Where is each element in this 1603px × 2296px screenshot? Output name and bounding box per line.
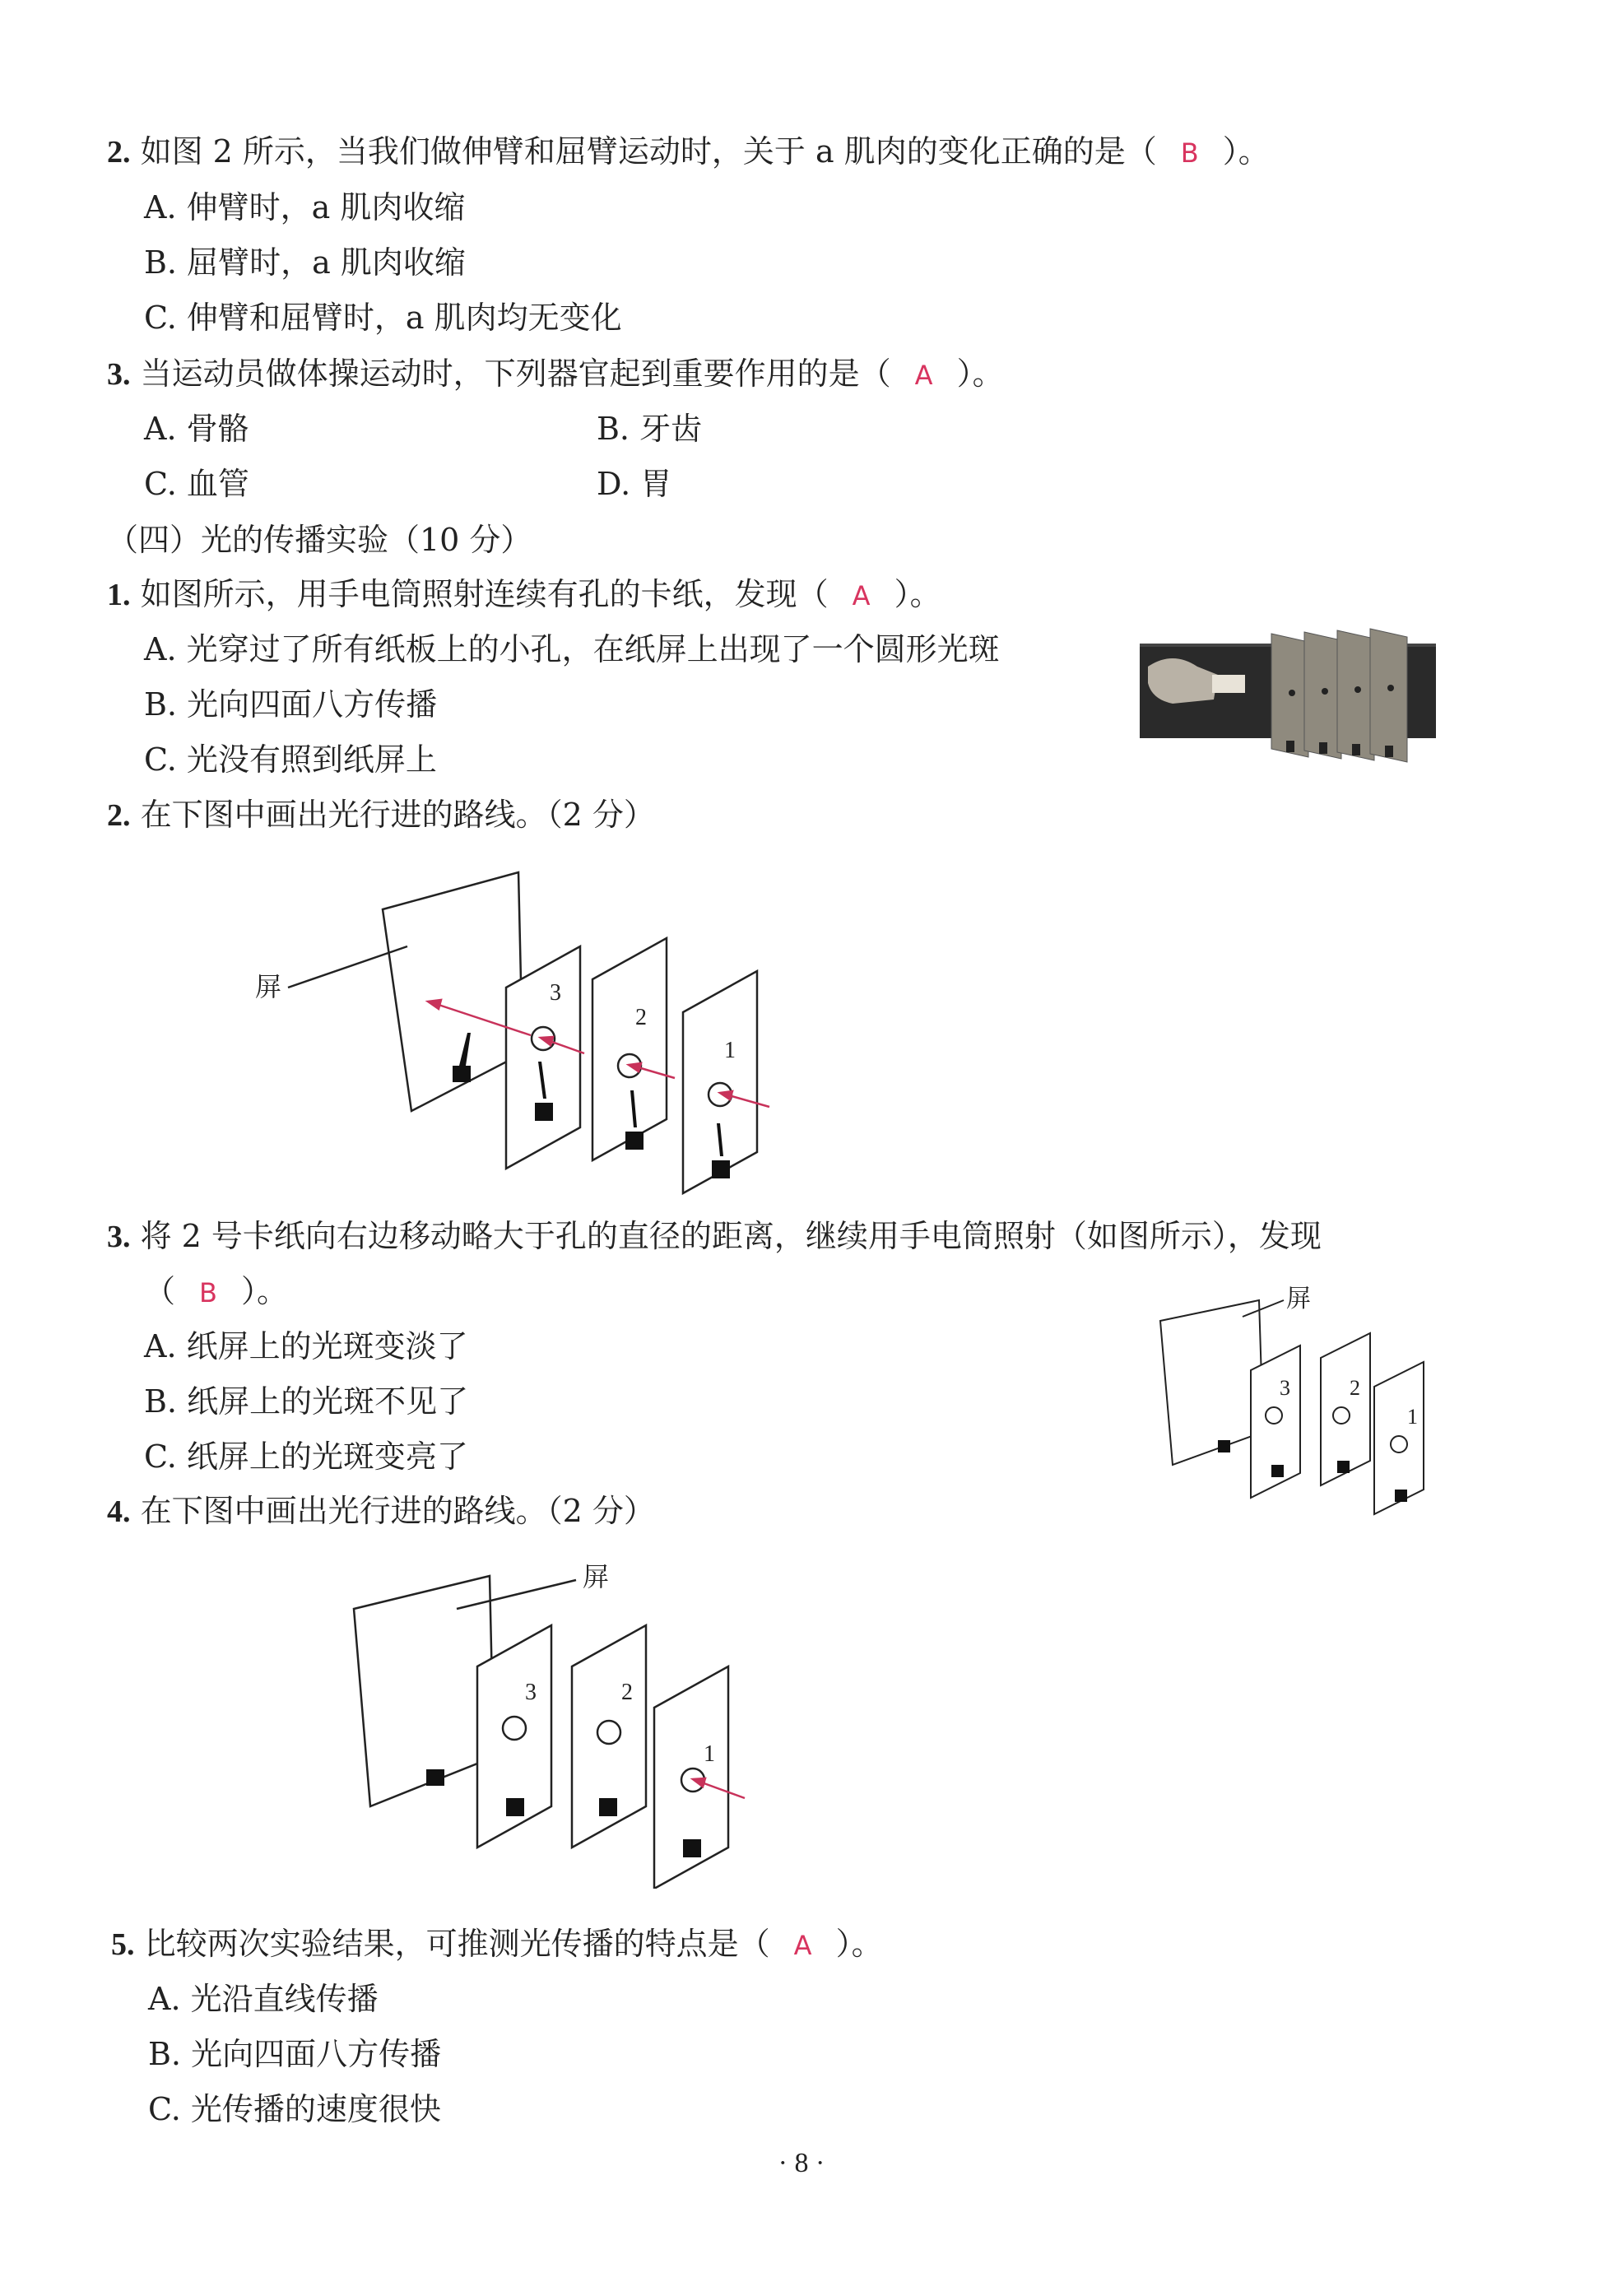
light-path-diagram-2 xyxy=(337,1559,782,1889)
screen-label: 屏 xyxy=(255,972,282,1002)
option-c: C. 血管 xyxy=(144,466,249,502)
question-text: 将 2 号卡纸向右边移动略大于孔的直径的距离，继续用手电筒照射（如图所示），发现 xyxy=(140,1218,1322,1254)
option-a: A. 伸臂时，a 肌肉收缩 xyxy=(144,189,466,225)
card-3-label: 3 xyxy=(550,980,561,1006)
question-text: 在下图中画出光行进的路线。（2 分） xyxy=(140,797,655,833)
close-paren: ）。 xyxy=(1222,133,1270,170)
question-number: 1. xyxy=(107,578,131,612)
card-3-label: 3 xyxy=(1280,1376,1290,1400)
card-3-label: 3 xyxy=(525,1680,537,1705)
card-2-label: 2 xyxy=(621,1680,633,1705)
option-a: A. 光穿过了所有纸板上的小孔，在纸屏上出现了一个圆形光斑 xyxy=(144,631,1000,667)
question-text: 在下图中画出光行进的路线。（2 分） xyxy=(140,1493,655,1529)
question-1 xyxy=(107,574,941,616)
section-heading: （四）光的传播实验（10 分） xyxy=(107,522,532,558)
option-c: C. 光没有照到纸屏上 xyxy=(144,741,437,778)
question-number: 3. xyxy=(107,357,131,392)
open-paren: （ xyxy=(144,1273,176,1309)
close-paren: ）。 xyxy=(835,1926,883,1962)
question-text: 当运动员做体操运动时，下列器官起到重要作用的是（ xyxy=(140,356,891,392)
answer-line xyxy=(144,1271,288,1313)
question-number: 4. xyxy=(107,1494,131,1529)
screen-label: 屏 xyxy=(583,1562,610,1592)
question-3 xyxy=(107,1216,1322,1257)
answer-mark: A xyxy=(914,360,933,391)
question-number: 2. xyxy=(107,135,131,170)
close-paren: ）。 xyxy=(241,1273,289,1309)
card-1-label: 1 xyxy=(724,1038,736,1063)
option-b: B. 纸屏上的光斑不见了 xyxy=(144,1383,469,1420)
shifted-card-diagram xyxy=(1152,1276,1465,1522)
option-b: B. 光向四面八方传播 xyxy=(148,2036,442,2072)
option-b: B. 光向四面八方传播 xyxy=(144,686,438,723)
option-a: A. 纸屏上的光斑变淡了 xyxy=(144,1328,468,1364)
question-2 xyxy=(107,795,655,835)
question-number: 2. xyxy=(107,798,131,833)
close-paren: ）。 xyxy=(894,576,941,612)
question-2 xyxy=(107,132,1270,173)
question-4 xyxy=(107,1491,655,1531)
option-c: C. 光传播的速度很快 xyxy=(148,2091,441,2127)
question-3 xyxy=(107,354,1004,395)
flashlight-cards-photo xyxy=(1140,625,1436,774)
question-text: 如图所示，用手电筒照射连续有孔的卡纸，发现（ xyxy=(140,576,829,612)
light-path-diagram-1 xyxy=(239,856,798,1201)
card-2-label: 2 xyxy=(635,1005,647,1030)
option-b: B. 牙齿 xyxy=(597,411,703,447)
option-d: D. 胃 xyxy=(597,466,672,502)
question-5 xyxy=(111,1924,883,1965)
answer-mark: A xyxy=(852,580,871,611)
question-number: 5. xyxy=(111,1927,135,1962)
option-a: A. 骨骼 xyxy=(144,411,249,447)
option-a: A. 光沿直线传播 xyxy=(148,1981,379,2017)
option-c: C. 伸臂和屈臂时，a 肌肉均无变化 xyxy=(144,300,622,336)
card-2-label: 2 xyxy=(1350,1376,1360,1400)
card-1-label: 1 xyxy=(704,1741,715,1767)
page-number: · 8 · xyxy=(778,2148,825,2178)
option-c: C. 纸屏上的光斑变亮了 xyxy=(144,1438,468,1475)
answer-mark: B xyxy=(199,1277,217,1308)
question-text: 如图 2 所示，当我们做伸臂和屈臂运动时，关于 a 肌肉的变化正确的是（ xyxy=(140,133,1157,170)
answer-mark: A xyxy=(793,1930,812,1961)
question-number: 3. xyxy=(107,1220,131,1254)
answer-mark: B xyxy=(1180,137,1199,169)
card-1-label: 1 xyxy=(1407,1405,1418,1429)
option-b: B. 屈臂时，a 肌肉收缩 xyxy=(144,244,466,281)
screen-label: 屏 xyxy=(1286,1285,1311,1313)
question-text: 比较两次实验结果，可推测光传播的特点是（ xyxy=(144,1926,770,1962)
close-paren: ）。 xyxy=(956,356,1004,392)
